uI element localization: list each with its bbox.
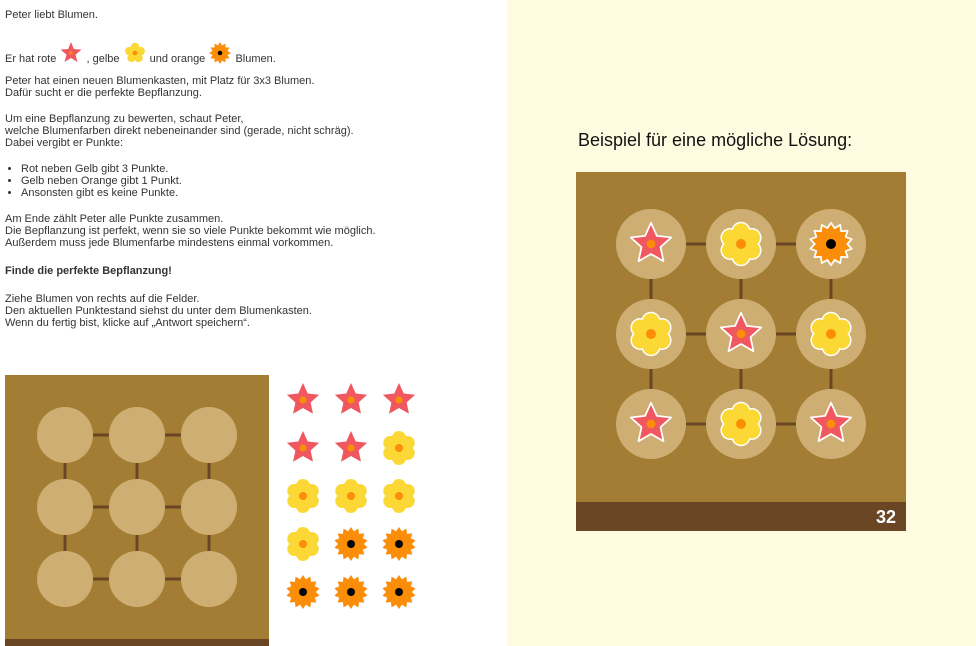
planting-slot[interactable] xyxy=(37,407,93,463)
yellow-flower-icon[interactable] xyxy=(287,527,318,561)
para4-line3: Außerdem muss jede Blumenfarbe mindestens einmal vorkommen. xyxy=(5,237,334,249)
flower-box xyxy=(5,375,269,646)
yellow-flower-icon xyxy=(123,41,147,65)
colors-sep2: und orange xyxy=(149,53,206,65)
para5-line1: Ziehe Blumen von rechts auf die Felder. xyxy=(5,293,200,305)
orange-flower-icon xyxy=(208,41,232,65)
colors-prefix: Er hat rote xyxy=(5,53,57,65)
solution-flower-box-footer xyxy=(576,502,906,531)
solution-flower-box xyxy=(576,172,906,531)
orange-flower-icon[interactable] xyxy=(334,575,367,609)
orange-flower-icon[interactable] xyxy=(382,575,415,609)
score-display: 32 xyxy=(875,507,896,527)
red-flower-icon[interactable] xyxy=(335,383,367,414)
para4-line1: Am Ende zählt Peter alle Punkte zusammen. xyxy=(5,213,224,225)
task-instruction: Finde die perfekte Bepflanzung! xyxy=(5,265,172,277)
planting-slot[interactable] xyxy=(181,479,237,535)
orange-flower-icon[interactable] xyxy=(382,527,415,561)
red-flower-icon[interactable] xyxy=(383,383,415,414)
planting-slot[interactable] xyxy=(109,407,165,463)
para3-line2: welche Blumenfarben direkt nebeneinander sind (gerade, nicht schräg). xyxy=(5,125,354,137)
rules-list xyxy=(5,163,500,199)
red-flower-icon[interactable] xyxy=(287,383,319,414)
colors-line xyxy=(5,41,500,65)
planting-slot[interactable] xyxy=(109,551,165,607)
para3-line3: Dabei vergibt er Punkte: xyxy=(5,137,124,149)
para5-line2: Den aktuellen Punktestand siehst du unter dem Blumenkasten. xyxy=(5,305,312,317)
para5-line3: Wenn du fertig bist, klicke auf „Antwort speichern“. xyxy=(5,317,250,329)
rule-item: • Ansonsten gibt es keine Punkte. xyxy=(21,187,500,199)
para2-line1: Peter hat einen neuen Blumenkasten, mit Platz für 3x3 Blumen. xyxy=(5,75,315,87)
para4-line2: Die Bepflanzung ist perfekt, wenn sie so viele Punkte bekommt wie möglich. xyxy=(5,225,376,237)
planting-slot[interactable] xyxy=(109,479,165,535)
colors-sep1: , gelbe xyxy=(86,53,120,65)
intro-line: Peter liebt Blumen. xyxy=(5,9,98,21)
rule-item: • Gelb neben Orange gibt 1 Punkt. xyxy=(21,175,500,187)
flower-palette xyxy=(280,376,430,616)
red-flower-icon[interactable] xyxy=(287,431,319,462)
solution-grid xyxy=(576,172,906,502)
yellow-flower-icon[interactable] xyxy=(287,479,318,513)
rule-item: • Rot neben Gelb gibt 3 Punkte. xyxy=(21,163,500,175)
yellow-flower-icon[interactable] xyxy=(383,431,414,465)
yellow-flower-icon[interactable] xyxy=(383,479,414,513)
para2-line2: Dafür sucht er die perfekte Bepflanzung. xyxy=(5,87,202,99)
solution-title: Beispiel für eine mögliche Lösung: xyxy=(578,130,853,150)
orange-flower-icon[interactable] xyxy=(334,527,367,561)
flower-box-grid xyxy=(5,375,269,646)
yellow-flower-icon[interactable] xyxy=(335,479,366,513)
planting-slot[interactable] xyxy=(181,407,237,463)
red-flower-icon[interactable] xyxy=(335,431,367,462)
planting-slot[interactable] xyxy=(37,479,93,535)
colors-suffix: Blumen. xyxy=(235,53,276,65)
planting-slot[interactable] xyxy=(37,551,93,607)
task-description xyxy=(5,9,500,329)
planting-slot[interactable] xyxy=(181,551,237,607)
flower-palette-grid xyxy=(280,376,430,616)
red-flower-icon xyxy=(59,41,83,65)
para3-line1: Um eine Bepflanzung zu bewerten, schaut Peter, xyxy=(5,113,244,125)
orange-flower-icon[interactable] xyxy=(286,575,319,609)
